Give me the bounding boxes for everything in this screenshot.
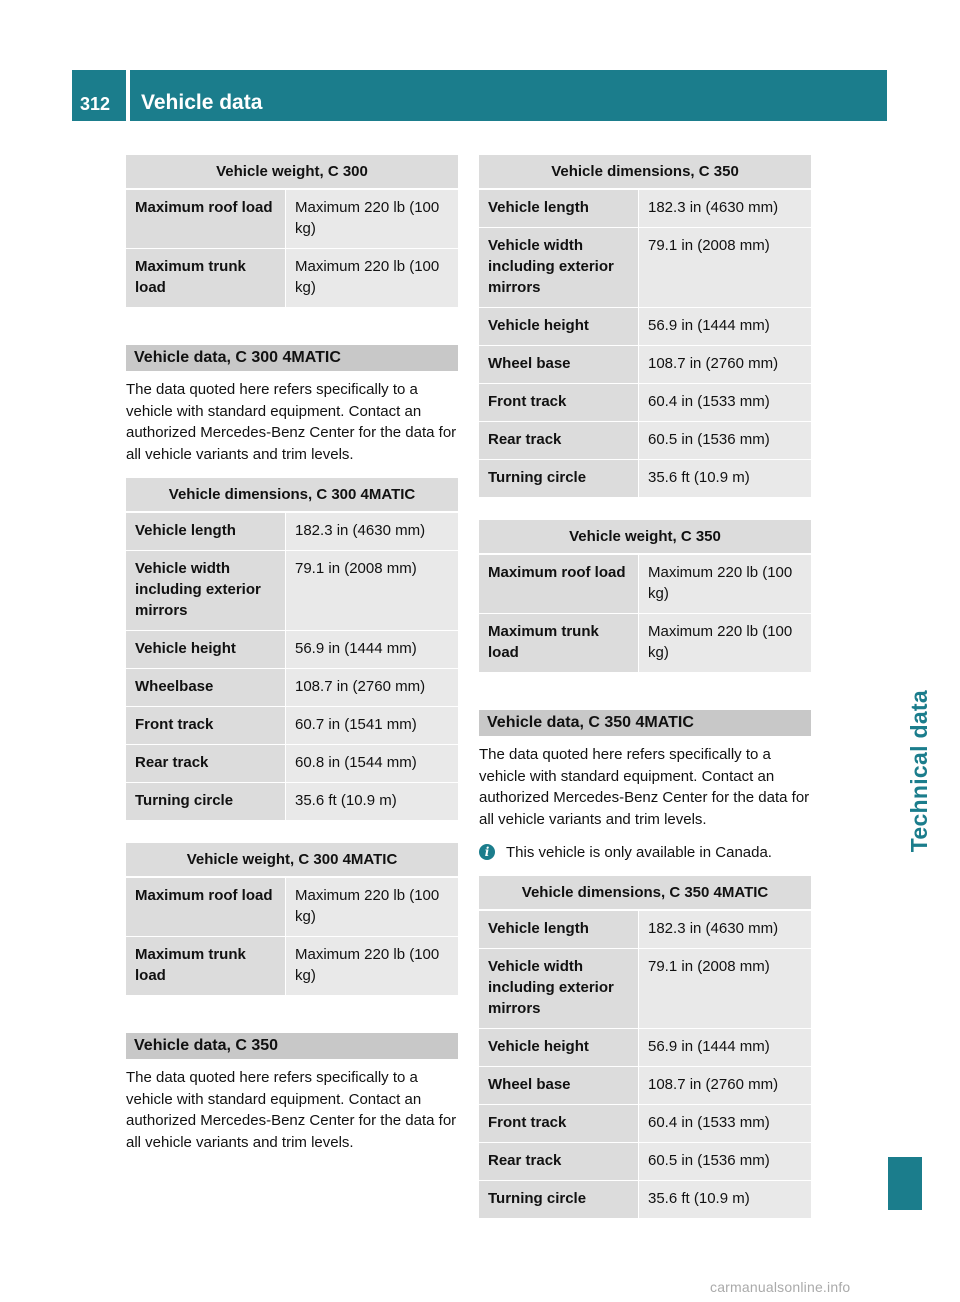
spec-label: Maximum trunk load [126,248,286,307]
table-row [126,512,458,550]
spec-label: Front track [479,383,639,421]
spec-table-weight-c300-4matic [126,843,458,995]
right-column [479,155,811,1218]
spec-value: 56.9 in (1444 mm) [639,1028,811,1066]
spec-label: Vehicle height [479,1028,639,1066]
spec-label: Front track [479,1104,639,1142]
spec-value: 35.6 ft (10.9 m) [639,1180,811,1218]
spec-value: Maximum 220 lb (100 kg) [286,877,458,936]
table-row [126,668,458,706]
table-row [479,307,811,345]
spec-label: Vehicle width including exterior mirrors [126,550,286,630]
table-row [479,910,811,948]
section-title-c300-4matic: Vehicle data, C 300 4MATIC [126,345,458,371]
spec-value: 60.8 in (1544 mm) [286,744,458,782]
spec-table-title: Vehicle weight, C 350 [479,520,811,554]
table-row [479,948,811,1028]
header-divider [126,70,130,121]
spec-value: 35.6 ft (10.9 m) [639,459,811,497]
watermark: carmanualsonline.info [710,1279,851,1295]
section-title-c350-4matic: Vehicle data, C 350 4MATIC [479,710,811,736]
table-row [479,345,811,383]
table-row [479,613,811,672]
spec-value: 108.7 in (2760 mm) [639,1066,811,1104]
section-text-c350-4matic: The data quoted here refers specifically to a vehicle with standard equipment. Contact an authorized Mercedes-Benz Center for the data for all vehicle variants and trim levels. [479,746,810,828]
spec-value: 182.3 in (4630 mm) [286,512,458,550]
spec-table-title: Vehicle weight, C 300 [126,155,458,189]
table-row [479,554,811,613]
left-column [126,155,458,1153]
table-row [479,189,811,227]
spec-label: Vehicle width including exterior mirrors [479,948,639,1028]
info-note-text: This vehicle is only available in Canada. [506,844,772,861]
table-row [479,459,811,497]
table-row [479,383,811,421]
table-row [126,706,458,744]
spec-value: 60.5 in (1536 mm) [639,1142,811,1180]
table-row [126,877,458,936]
table-row [479,1028,811,1066]
spec-label: Rear track [126,744,286,782]
spec-label: Wheel base [479,345,639,383]
spec-value: 182.3 in (4630 mm) [639,910,811,948]
table-row [126,189,458,248]
spec-label: Wheelbase [126,668,286,706]
spec-value: 108.7 in (2760 mm) [639,345,811,383]
spec-value: 60.5 in (1536 mm) [639,421,811,459]
table-row [126,936,458,995]
spec-label: Maximum trunk load [479,613,639,672]
spec-value: 56.9 in (1444 mm) [286,630,458,668]
table-row [479,1066,811,1104]
spec-label: Front track [126,706,286,744]
section-title-c350: Vehicle data, C 350 [126,1033,458,1059]
spec-label: Maximum trunk load [126,936,286,995]
spec-label: Vehicle length [479,910,639,948]
spec-label: Vehicle length [479,189,639,227]
spec-value: 108.7 in (2760 mm) [286,668,458,706]
section-text-c300-4matic: The data quoted here refers specifically to a vehicle with standard equipment. Contact an authorized Mercedes-Benz Center for the data for all vehicle variants and trim levels. [126,381,457,463]
table-row [479,227,811,307]
section-text-c350: The data quoted here refers specifically to a vehicle with standard equipment. Contact an authorized Mercedes-Benz Center for the data for all vehicle variants and trim levels. [126,1069,457,1151]
spec-table-dims-c300-4matic [126,478,458,820]
spec-value: 60.7 in (1541 mm) [286,706,458,744]
page-title: Vehicle data [141,91,263,114]
spec-table-dims-c350 [479,155,811,497]
spec-label: Vehicle height [479,307,639,345]
table-row [126,782,458,820]
spec-label: Maximum roof load [126,877,286,936]
table-row [126,630,458,668]
spec-value: Maximum 220 lb (100 kg) [286,248,458,307]
side-tab[interactable] [888,70,960,1210]
table-row [479,1142,811,1180]
spec-label: Maximum roof load [479,554,639,613]
table-row [479,1104,811,1142]
spec-label: Wheel base [479,1066,639,1104]
spec-value: 79.1 in (2008 mm) [639,227,811,307]
spec-value: Maximum 220 lb (100 kg) [639,613,811,672]
spec-value: Maximum 220 lb (100 kg) [286,936,458,995]
spec-label: Maximum roof load [126,189,286,248]
spec-value: 182.3 in (4630 mm) [639,189,811,227]
info-note [479,842,811,863]
spec-value: 79.1 in (2008 mm) [286,550,458,630]
spec-label: Vehicle length [126,512,286,550]
spec-table-title: Vehicle dimensions, C 300 4MATIC [126,478,458,512]
spec-label: Rear track [479,421,639,459]
spec-value: 79.1 in (2008 mm) [639,948,811,1028]
table-row [126,248,458,307]
spec-value: 60.4 in (1533 mm) [639,1104,811,1142]
spec-label: Vehicle width including exterior mirrors [479,227,639,307]
page-number: 312 [80,94,111,114]
table-row [126,550,458,630]
spec-value: Maximum 220 lb (100 kg) [639,554,811,613]
spec-table-weight-c350 [479,520,811,672]
table-row [479,421,811,459]
side-tab-marker [888,1157,922,1210]
spec-value: Maximum 220 lb (100 kg) [286,189,458,248]
spec-table-title: Vehicle dimensions, C 350 4MATIC [479,876,811,910]
spec-value: 35.6 ft (10.9 m) [286,782,458,820]
spec-table-weight-c300 [126,155,458,307]
spec-value: 60.4 in (1533 mm) [639,383,811,421]
spec-table-dims-c350-4matic [479,876,811,1218]
table-row [126,744,458,782]
spec-label: Turning circle [479,459,639,497]
spec-label: Turning circle [126,782,286,820]
table-row [479,1180,811,1218]
info-icon: i [479,844,495,860]
spec-label: Rear track [479,1142,639,1180]
spec-label: Vehicle height [126,630,286,668]
spec-table-title: Vehicle dimensions, C 350 [479,155,811,189]
spec-label: Turning circle [479,1180,639,1218]
spec-value: 56.9 in (1444 mm) [639,307,811,345]
spec-table-title: Vehicle weight, C 300 4MATIC [126,843,458,877]
side-tab-label: Technical data [906,690,932,853]
